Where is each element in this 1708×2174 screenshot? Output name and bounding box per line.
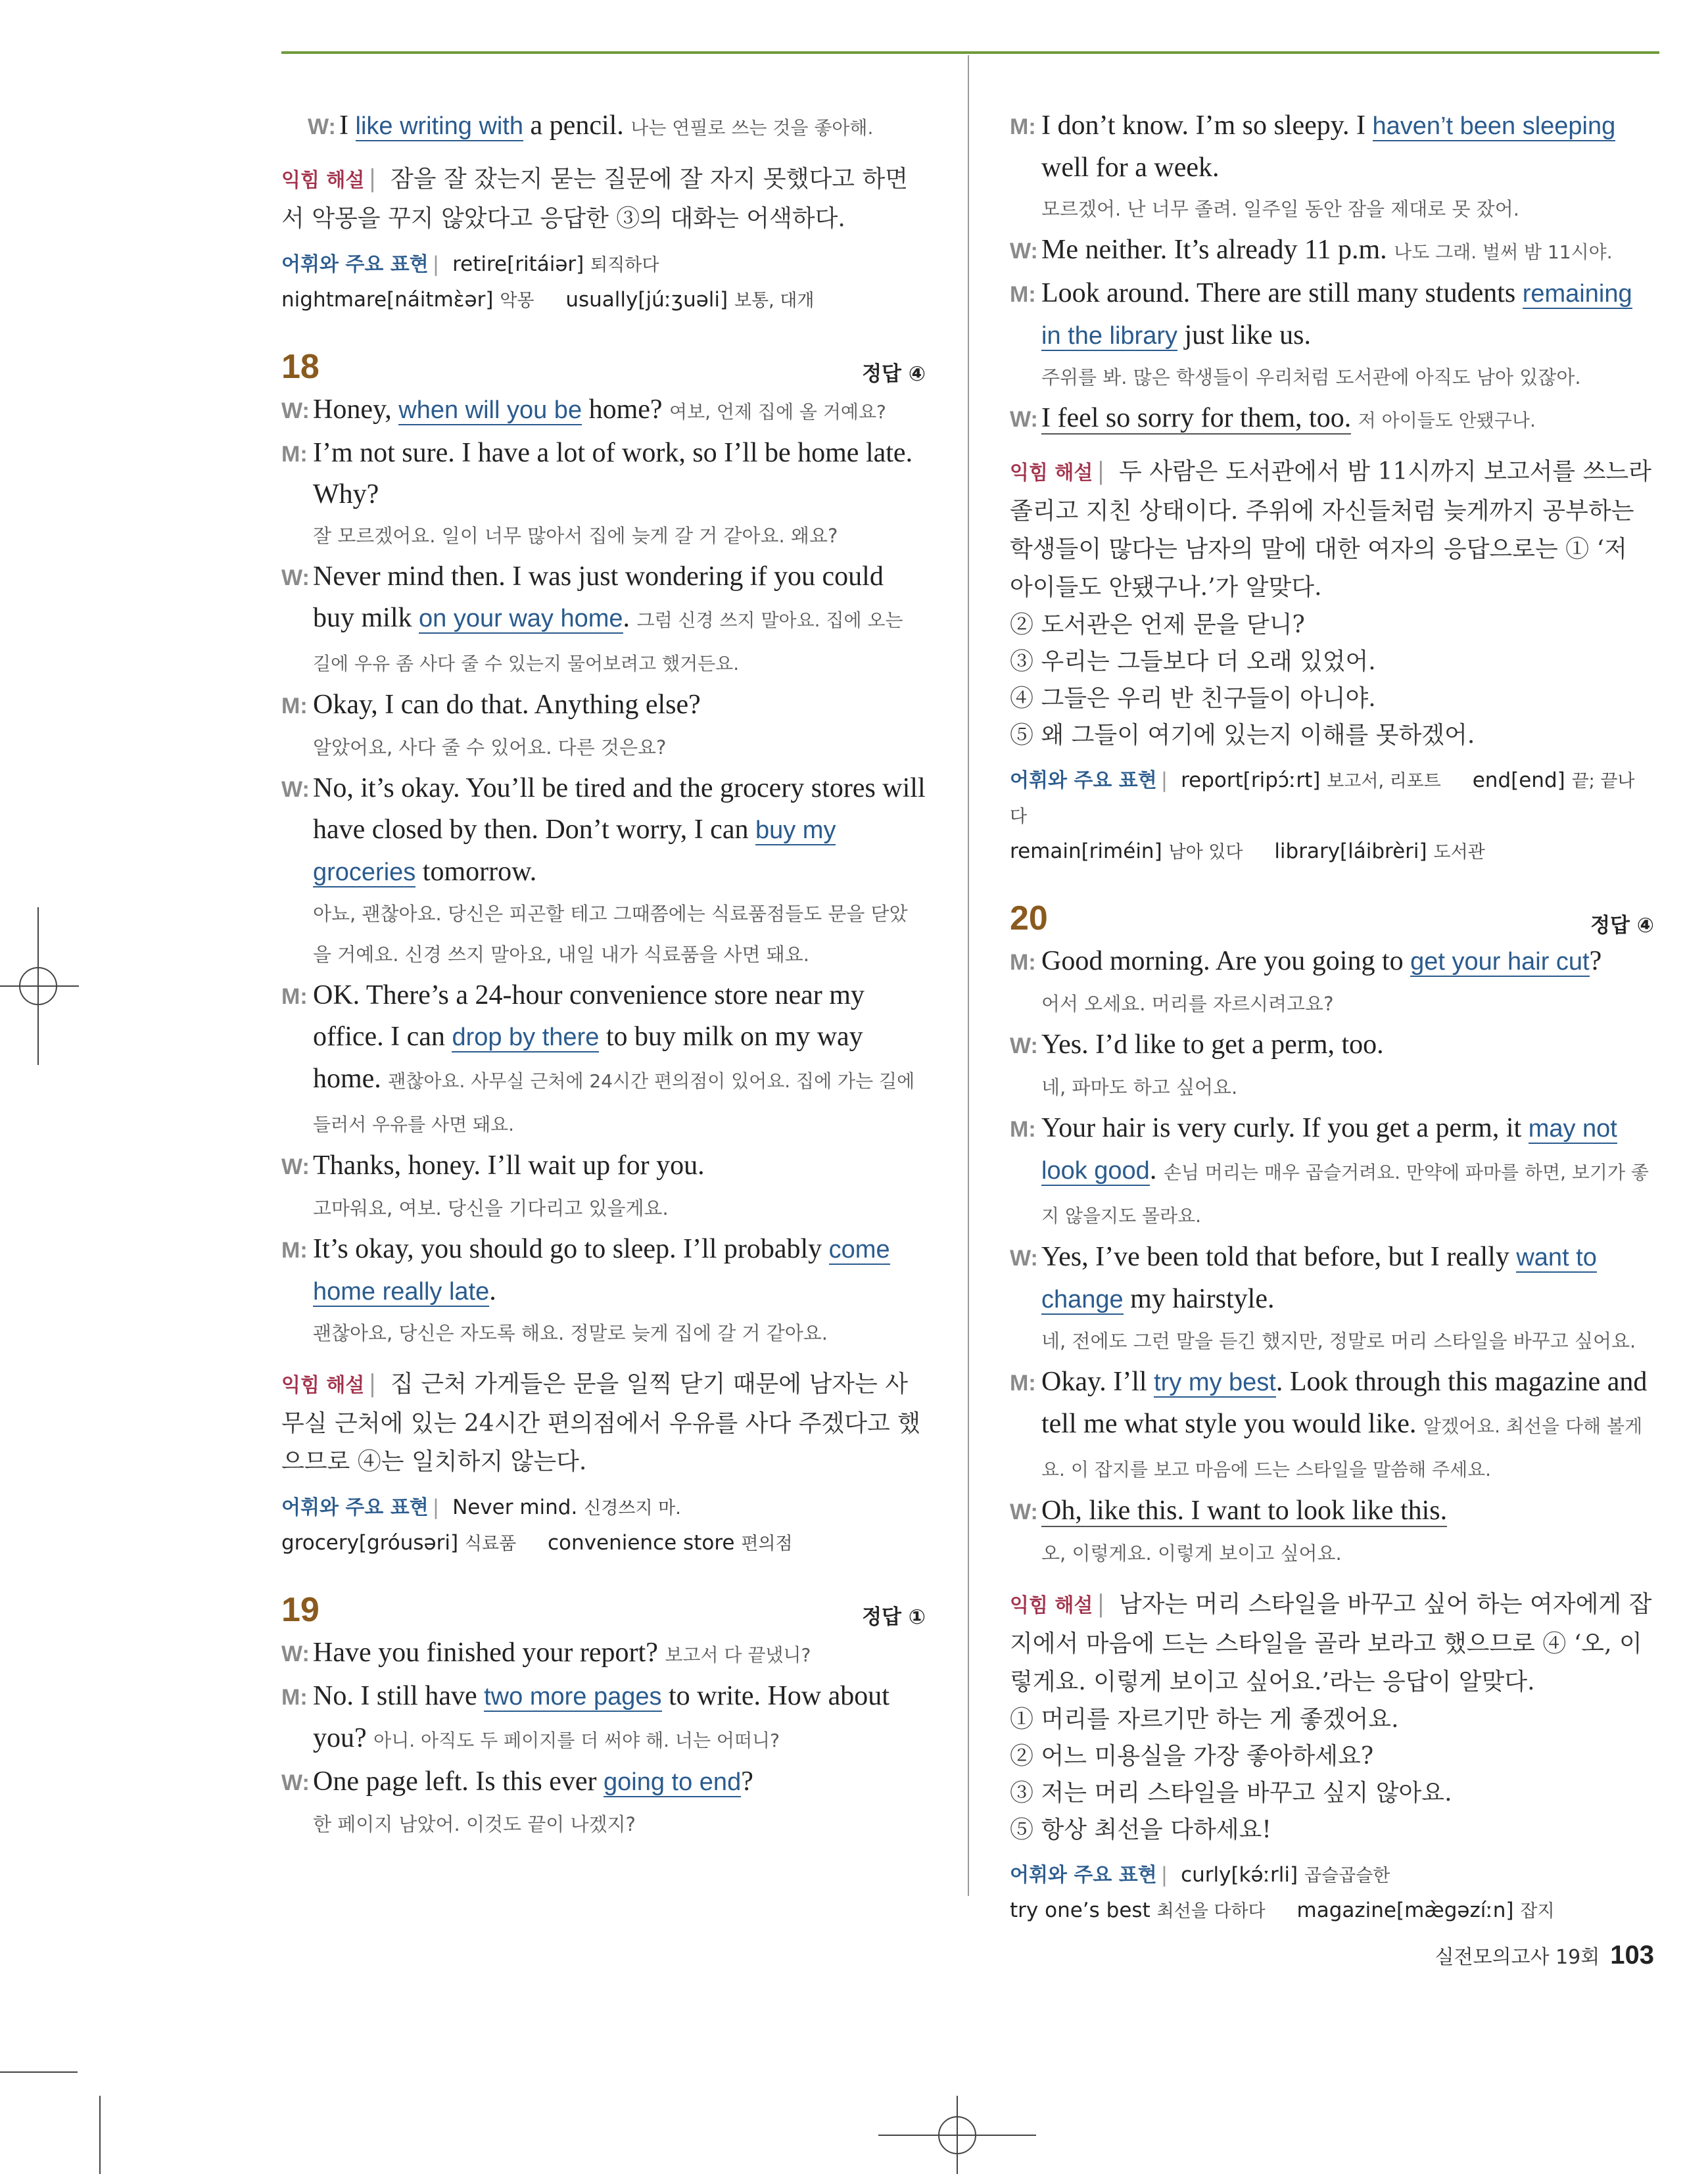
explanation-label: 익힘 해설 [1010, 461, 1093, 484]
vocab-word: library[láibrèri] [1274, 839, 1427, 863]
vocab-word: end[end] [1472, 768, 1565, 792]
korean-translation: 주위를 봐. 많은 학생들이 우리처럼 도서관에 아직도 남아 있잖아. [1041, 366, 1581, 389]
dialogue-18 [281, 389, 926, 1354]
speaker: M: [1010, 114, 1036, 139]
vocab-box: 어휘와 주요 표현 | report[ripɔ́ːrt] 보고서, 리포트 end[end] 끝; 끝나다 remain[riméin] 남아 있다 library[láibrèri] 도서관 [1010, 768, 1635, 863]
korean-translation: 모르겠어. 난 너무 졸려. 일주일 동안 잠을 제대로 못 잤어. [1041, 198, 1519, 220]
dialogue-text: ? [741, 1766, 753, 1797]
dialogue-text: Have you finished your report? [313, 1638, 665, 1668]
speaker: W: [308, 114, 336, 139]
vocab-word: magazine[mæ̀gəzíːn] [1296, 1899, 1514, 1922]
vocab-label: 어휘와 주요 표현 [281, 253, 429, 276]
vocab-word: grocery[gróusəri] [281, 1531, 459, 1555]
dialogue-line [1010, 941, 1654, 983]
korean-translation: 보고서 다 끝냈니? [665, 1644, 811, 1666]
speaker: M: [281, 984, 308, 1009]
korean-translation: 괜찮아요, 당신은 자도록 해요. 정말로 늦게 집에 갈 거 같아요. [313, 1322, 828, 1344]
question-header-18 [281, 347, 926, 387]
dialogue-20 [1010, 941, 1654, 1574]
korean-translation: 그럼 신경 쓰지 말아요. 집에 오는 길에 우유 좀 사다 줄 수 있는지 물어보려고 했거든요. [313, 609, 903, 674]
dialogue-line [281, 975, 926, 1145]
highlight-phrase: try my best [1154, 1369, 1276, 1396]
korean-translation: 아뇨, 괜찮아요. 당신은 피곤할 테고 그때쯤에는 식료품점들도 문을 닫았을 거예요. 신경 쓰지 말아요, 내일 내가 식료품을 사면 돼요. [313, 903, 908, 966]
dialogue-line [1010, 273, 1654, 357]
dialogue-line [1010, 1361, 1654, 1490]
explanation: 익힘 해설 | 잠을 잘 잤는지 묻는 질문에 잘 자지 못했다고 하면서 악몽을 꾸지 않았다고 응답한 ③의 대화는 어색하다. [281, 166, 909, 232]
speaker: M: [281, 1238, 308, 1263]
vocab-word: retire[ritáiər] [452, 252, 584, 276]
dialogue-text: I [339, 110, 356, 141]
speaker: M: [281, 1685, 308, 1710]
dialogue-text: a pencil. [523, 110, 631, 141]
highlight-phrase: drop by there [452, 1024, 600, 1051]
highlight-phrase: come home really late [313, 1236, 890, 1306]
dialogue-line [1010, 105, 1654, 189]
dialogue-text: home? [582, 394, 670, 425]
highlight-phrase: two more pages [484, 1683, 662, 1711]
speaker: W: [1010, 407, 1038, 432]
korean-translation: 아니. 아직도 두 페이지를 더 써야 해. 너는 어떠니? [373, 1730, 780, 1751]
dialogue-text: Look around. There are still many students [1041, 278, 1523, 308]
dialogue-text: well for a week. [1041, 153, 1220, 183]
options-19 [1010, 607, 1654, 754]
option-item: ③ 저는 머리 스타일을 바꾸고 싶지 않아요. [1010, 1780, 1452, 1807]
dialogue-text: One page left. Is this ever [313, 1766, 604, 1797]
dialogue-line [1010, 1237, 1654, 1321]
speaker: W: [281, 1154, 310, 1179]
vocab-meaning: 보통, 대개 [734, 291, 815, 311]
dialogue-text: No, it’s okay. You’ll be tired and the grocery stores will have closed by then. Don’t worry, I can [313, 773, 926, 845]
dialogue-text: my hairstyle. [1123, 1284, 1275, 1314]
vocab-word: curly[kə́ːrli] [1181, 1863, 1298, 1887]
vocab-word: try one’s best [1010, 1899, 1151, 1922]
explanation-label: 익힘 해설 [281, 1374, 365, 1397]
korean-translation: 저 아이들도 안됐구나. [1358, 410, 1536, 431]
korean-translation: 여보, 언제 집에 올 거예요? [669, 401, 886, 423]
korean-translation: 나도 그래. 벌써 밤 11시야. [1394, 241, 1613, 263]
registration-mark-left [0, 907, 79, 1065]
right-column [1010, 105, 1654, 1929]
option-item: ① 머리를 자르기만 하는 게 좋겠어요. [1010, 1706, 1399, 1733]
dialogue-line [281, 1676, 926, 1761]
speaker: W: [1010, 1246, 1038, 1271]
vocab-meaning: 곱슬곱슬한 [1304, 1866, 1390, 1886]
speaker: W: [281, 1770, 310, 1795]
vocab-word: report[ripɔ́ːrt] [1181, 768, 1321, 792]
vocab-meaning: 식료품 [464, 1534, 517, 1554]
dialogue-line [281, 1632, 926, 1676]
dialogue-line [1010, 1490, 1654, 1533]
korean-translation: 알았어요, 사다 줄 수 있어요. 다른 것은요? [313, 736, 667, 759]
vocab-word: usually[júːʒuəli] [565, 288, 728, 312]
korean-translation: 나는 연필로 쓰는 것을 좋아해. [630, 117, 874, 139]
dialogue-text: Good morning. Are you going to [1041, 946, 1411, 976]
vocab-word: remain[riméin] [1010, 839, 1162, 863]
speaker: W: [281, 565, 310, 590]
explanation-label: 익힘 해설 [281, 169, 365, 192]
dialogue-text: Never mind then. I was just wondering if you could buy milk [313, 561, 884, 633]
question-number: 20 [1010, 899, 1048, 937]
vocab-meaning: 남아 있다 [1168, 842, 1243, 863]
underlined-answer: I feel so sorry for them, too. [1041, 403, 1352, 433]
explanation: 익힘 해설 | 집 근처 가게들은 문을 일찍 닫기 때문에 남자는 사무실 근처에 있는 24시간 편의점에서 우유를 사다 주겠다고 했으므로 ④는 일치하지 않는다. [281, 1371, 920, 1475]
dialogue-line [1010, 229, 1654, 273]
explanation: 익힘 해설 | 남자는 머리 스타일을 바꾸고 싶어 하는 여자에게 잡지에서 마음에 드는 스타일을 골라 보라고 했으므로 ④ ‘오, 이렇게요. 이렇게 보이고 싶어요.’라는 응답이 알맞다. [1010, 1591, 1652, 1695]
dialogue-text: It’s okay, you should go to sleep. I’ll probably [313, 1234, 829, 1264]
dialogue-text: . Look through this magazine and tell me what style you would like. [1041, 1367, 1648, 1439]
vocab-meaning: 최선을 다하다 [1156, 1901, 1266, 1922]
korean-translation: 알겠어요. 최선을 다해 볼게요. 이 잡지를 보고 마음에 드는 스타일을 말씀해 주세요. [1041, 1415, 1643, 1480]
vocab-item [452, 252, 659, 276]
dialogue-line [1010, 1108, 1654, 1237]
explanation-text: 잠을 잘 잤는지 묻는 질문에 잘 자지 못했다고 하면서 악몽을 꾸지 않았다고 응답한 ③의 대화는 어색하다. [281, 166, 909, 232]
dialogue-text: I don’t know. I’m so sleepy. I [1041, 110, 1373, 141]
vocab-meaning: 편의점 [741, 1534, 793, 1554]
korean-translation: 네, 전에도 그런 말을 듣긴 했지만, 정말로 머리 스타일을 바꾸고 싶어요. [1041, 1330, 1636, 1352]
vocab-meaning: 도서관 [1433, 842, 1485, 863]
highlight-phrase: haven’t been sleeping [1372, 112, 1616, 140]
vocab-item [281, 1531, 516, 1555]
vocab-meaning: 악몽 [500, 291, 534, 311]
dialogue-text: Yes, I’ve been told that before, but I really [1041, 1242, 1517, 1272]
page-footer [1435, 1941, 1654, 1970]
page-number: 103 [1610, 1941, 1654, 1970]
highlight-phrase: buy my groceries [313, 816, 836, 886]
korean-translation: 어서 오세요. 머리를 자르시려고요? [1041, 993, 1334, 1015]
dialogue-text: . [1149, 1155, 1164, 1185]
vocab-item [548, 1531, 793, 1555]
dialogue-text: Me neither. It’s already 11 p.m. [1041, 235, 1394, 265]
dialogue-text: ? [1589, 946, 1602, 976]
dialogue-line [281, 556, 926, 684]
korean-translation: 괜찮아요. 사무실 근처에 24시간 편의점이 있어요. 집에 가는 길에 들러서 우유를 사면 돼요. [313, 1070, 915, 1135]
dialogue-text: Yes. I’d like to get a perm, too. [1041, 1029, 1384, 1060]
dialogue-19-part2 [1010, 105, 1654, 441]
underlined-answer: Oh, like this. I want to look like this. [1041, 1496, 1448, 1526]
dialogue-line [281, 1145, 926, 1188]
highlight-phrase: may not look good [1041, 1115, 1617, 1185]
vocab-meaning: 끝; 끝나다 [1010, 771, 1635, 827]
speaker: M: [281, 694, 308, 719]
column-divider [968, 55, 969, 1896]
question-number: 19 [281, 1591, 320, 1629]
dialogue-line [281, 433, 926, 515]
vocab-item [452, 1496, 681, 1519]
speaker: M: [281, 442, 308, 467]
dialogue-line [281, 684, 926, 727]
vocab-label: 어휘와 주요 표현 [1010, 1864, 1157, 1887]
explanation-label: 익힘 해설 [1010, 1594, 1093, 1617]
speaker: M: [1010, 950, 1036, 975]
highlight-phrase: like writing with [355, 112, 524, 140]
dialogue-text: I’m not sure. I have a lot of work, so I’ll be home late. Why? [313, 438, 913, 509]
vocab-label: 어휘와 주요 표현 [281, 1496, 429, 1519]
speaker: W: [1010, 1033, 1038, 1058]
vocab-word: Never mind. [452, 1496, 578, 1519]
vocab-box: 어휘와 주요 표현 | Never mind. 신경쓰지 마. grocery[gróusəri] 식료품 convenience store 편의점 [281, 1496, 793, 1555]
vocab-item [1181, 1863, 1390, 1887]
answer-label: 정답 ① [862, 1605, 926, 1629]
option-item: ③ 우리는 그들보다 더 오래 있었어. [1010, 648, 1376, 675]
option-item: ② 어느 미용실을 가장 좋아하세요? [1010, 1743, 1374, 1770]
intro-line [281, 105, 926, 149]
dialogue-text: just like us. [1177, 320, 1311, 350]
dialogue-text: Thanks, honey. I’ll wait up for you. [313, 1150, 705, 1181]
korean-translation: 잘 모르겠어요. 일이 너무 많아서 집에 늦게 갈 거 같아요. 왜요? [313, 525, 838, 547]
korean-translation: 네, 파마도 하고 싶어요. [1041, 1076, 1238, 1099]
left-column [281, 105, 926, 1845]
vocab-item [1274, 839, 1484, 863]
dialogue-text: No. I still have [313, 1681, 485, 1711]
highlight-phrase: want to change [1041, 1244, 1597, 1313]
dialogue-text: . [623, 603, 637, 633]
vocab-meaning: 보고서, 리포트 [1327, 771, 1441, 792]
highlight-phrase: going to end [604, 1768, 742, 1796]
korean-translation: 고마워요, 여보. 당신을 기다리고 있을게요. [313, 1197, 669, 1219]
footer-title: 실전모의고사 19회 [1435, 1946, 1600, 1969]
question-number: 18 [281, 348, 320, 386]
vocab-word: nightmare[náitmɛ̀ər] [281, 288, 494, 312]
top-rule [281, 51, 1659, 54]
speaker: W: [281, 777, 310, 802]
vocab-label: 어휘와 주요 표현 [1010, 769, 1157, 792]
vocab-item [1181, 768, 1441, 792]
dialogue-19-part1 [281, 1632, 926, 1845]
speaker: M: [1010, 1371, 1036, 1396]
highlight-phrase: get your hair cut [1410, 948, 1590, 976]
korean-translation: 손님 머리는 매우 곱슬거려요. 만약에 파마를 하면, 보기가 좋지 않을지도 몰라요. [1041, 1162, 1649, 1227]
dialogue-line [281, 389, 926, 433]
dialogue-text: Okay. I’ll [1041, 1367, 1154, 1397]
highlight-phrase: remaining in the library [1041, 280, 1632, 350]
vocab-item [1010, 839, 1243, 863]
explanation-text: 집 근처 가게들은 문을 일찍 닫기 때문에 남자는 사무실 근처에 있는 24시간 편의점에서 우유를 사다 주겠다고 했으므로 ④는 일치하지 않는다. [281, 1371, 920, 1475]
dialogue-line [1010, 1024, 1654, 1067]
dialogue-text: to write. How about you? [313, 1681, 890, 1753]
answer-label: 정답 ④ [862, 362, 926, 386]
highlight-phrase: on your way home [419, 605, 623, 632]
dialogue-line [281, 768, 926, 893]
vocab-box: 어휘와 주요 표현 | retire[ritáiər] 퇴직하다 nightmare[náitmɛ̀ər] 악몽 usually[júːʒuəli] 보통, 대개 [281, 252, 815, 312]
vocab-meaning: 신경쓰지 마. [584, 1498, 681, 1519]
korean-translation: 오, 이렇게요. 이렇게 보이고 싶어요. [1041, 1542, 1342, 1565]
dialogue-text: Okay, I can do that. Anything else? [313, 690, 701, 720]
speaker: W: [1010, 239, 1038, 264]
korean-translation: 한 페이지 남았어. 이것도 끝이 나겠지? [313, 1813, 636, 1835]
speaker: M: [1010, 1117, 1036, 1142]
vocab-word: convenience store [548, 1531, 735, 1555]
option-item: ⑤ 항상 최선을 다하세요! [1010, 1816, 1271, 1843]
dialogue-text: to buy milk on my way home. [313, 1022, 863, 1094]
dialogue-text: tomorrow. [415, 857, 537, 887]
option-item: ⑤ 왜 그들이 여기에 있는지 이해를 못하겠어. [1010, 722, 1475, 749]
speaker: M: [1010, 282, 1036, 307]
speaker: W: [1010, 1500, 1038, 1524]
dialogue-text: Your hair is very curly. If you get a perm, it [1041, 1113, 1529, 1143]
dialogue-text: OK. There’s a 24-hour convenience store near my office. I can [313, 980, 865, 1052]
options-20 [1010, 1701, 1654, 1849]
dialogue-line [281, 1761, 926, 1804]
highlight-phrase: when will you be [398, 396, 582, 424]
speaker: W: [281, 398, 310, 423]
vocab-meaning: 잡지 [1520, 1901, 1555, 1922]
crop-mark-bottom-left [0, 2071, 105, 2174]
explanation: 익힘 해설 | 두 사람은 도서관에서 밤 11시까지 보고서를 쓰느라 졸리고 지친 상태이다. 주위에 자신들처럼 늦게까지 공부하는 학생들이 많다는 남자의 말에 대한 여자의 응답으로는 ① ‘저 아이들도 안됐구나.’가 알맞다. [1010, 458, 1651, 601]
option-item: ② 도서관은 언제 문을 닫니? [1010, 611, 1305, 638]
dialogue-line [281, 1229, 926, 1313]
explanation-text: 남자는 머리 스타일을 바꾸고 싶어 하는 여자에게 잡지에서 마음에 드는 스타일을 골라 보라고 했으므로 ④ ‘오, 이렇게요. 이렇게 보이고 싶어요.’라는 응답이 알맞다. [1010, 1591, 1652, 1695]
vocab-item [565, 288, 814, 312]
vocab-item [1010, 1899, 1266, 1922]
vocab-meaning: 퇴직하다 [590, 255, 659, 275]
option-item: ④ 그들은 우리 반 친구들이 아니야. [1010, 685, 1376, 712]
registration-mark-bottom [878, 2096, 1036, 2174]
vocab-item [1297, 1899, 1555, 1922]
question-header-19 [281, 1590, 926, 1630]
explanation-text: 두 사람은 도서관에서 밤 11시까지 보고서를 쓰느라 졸리고 지친 상태이다. 주위에 자신들처럼 늦게까지 공부하는 학생들이 많다는 남자의 말에 대한 여자의 응답으로는 ① ‘저 아이들도 안됐구나.’가 알맞다. [1010, 458, 1651, 601]
vocab-box: 어휘와 주요 표현 | curly[kə́ːrli] 곱슬곱슬한 try one’s best 최선을 다하다 magazine[mæ̀gəzíːn] 잡지 [1010, 1863, 1555, 1922]
dialogue-text [1351, 403, 1358, 433]
question-header-20 [1010, 899, 1654, 938]
answer-label: 정답 ④ [1590, 914, 1654, 937]
dialogue-text: Honey, [313, 394, 399, 425]
speaker: W: [281, 1642, 310, 1666]
dialogue-line [1010, 398, 1654, 441]
vocab-item [281, 288, 534, 312]
dialogue-text: . [489, 1276, 496, 1306]
